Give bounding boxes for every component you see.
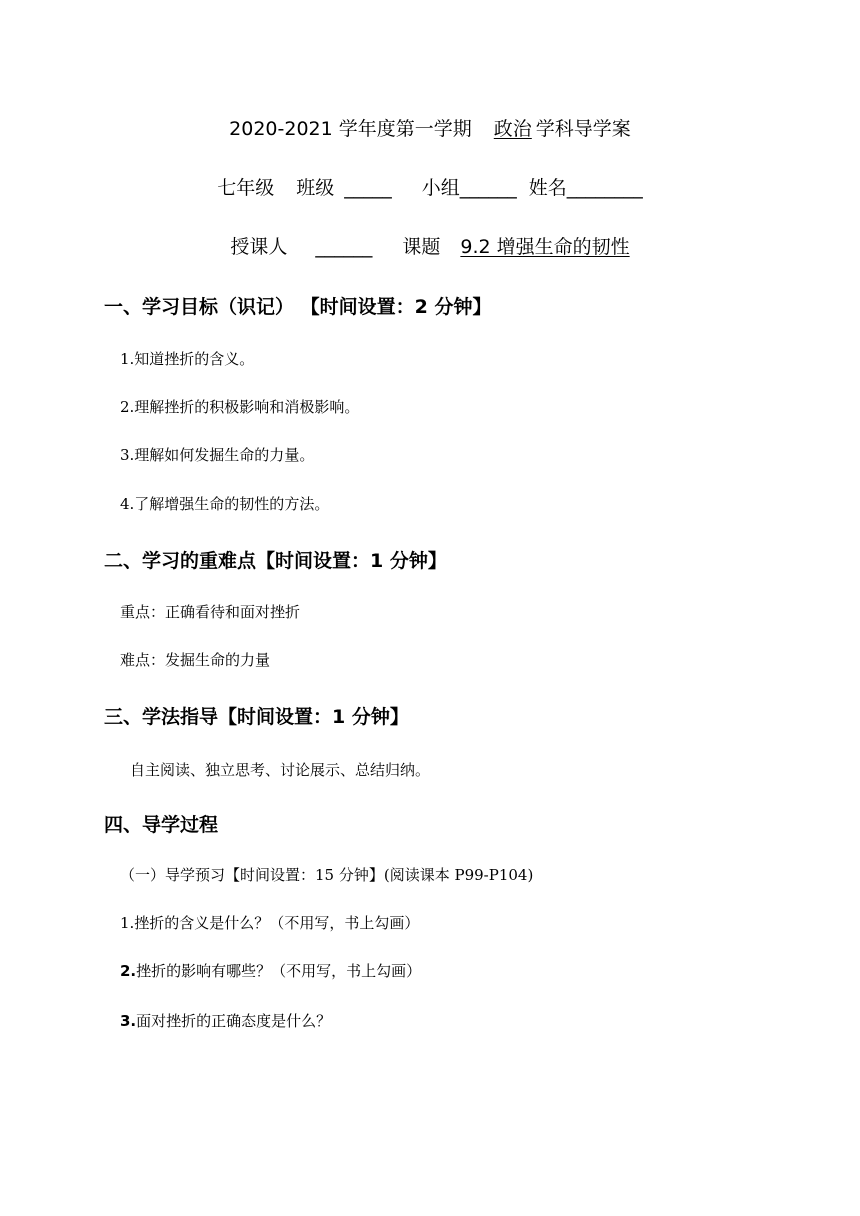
header-term: 2020-2021 学年度第一学期 [229, 118, 472, 140]
question-number: 2. [120, 962, 137, 980]
class-blank: _____ [344, 177, 392, 199]
objective-item: 1.知道挫折的含义。 [120, 350, 255, 368]
teacher-blank: ______ [315, 236, 373, 258]
section-title-process: 四、导学过程 [104, 814, 219, 836]
difficult-point-item: 难点：发掘生命的力量 [120, 651, 271, 669]
question-item: 1.挫折的含义是什么？（不用写，书上勾画） [120, 914, 420, 932]
section-title-key-points: 二、学习的重难点【时间设置：1 分钟】 [104, 550, 447, 572]
group-field: 小组______ [421, 177, 517, 199]
header-title-line [0, 114, 860, 141]
header-doc-type: 学科导学案 [535, 118, 631, 140]
topic-label: 课题 [402, 236, 441, 258]
question-text: 面对挫折的正确态度是什么？ [136, 1012, 332, 1030]
objective-item: 2.理解挫折的积极影响和消极影响。 [120, 398, 360, 416]
class-label: 班级 [296, 177, 335, 199]
question-text: 挫折的影响有哪些？（不用写，书上勾画） [136, 962, 422, 980]
question-number: 3. [120, 1012, 137, 1030]
question-item [120, 1010, 331, 1031]
section-title-method: 三、学法指导【时间设置：1 分钟】 [104, 706, 409, 728]
lesson-topic: 9.2 增强生命的韧性 [460, 236, 630, 258]
key-point-item: 重点：正确看待和面对挫折 [120, 603, 301, 621]
teacher-label: 授课人 [230, 236, 288, 258]
name-field: 姓名________ [528, 177, 643, 199]
section-title-objectives: 一、学习目标（识记） 【时间设置：2 分钟】 [104, 296, 492, 318]
method-item: 自主阅读、独立思考、讨论展示、总结归纳。 [130, 761, 431, 779]
preview-subtitle: （一）导学预习【时间设置：15 分钟】(阅读课本 P99-P104) [120, 866, 534, 884]
question-item [120, 960, 421, 981]
objective-item: 4.了解增强生命的韧性的方法。 [120, 495, 330, 513]
grade-label: 七年级 [217, 177, 275, 199]
objective-item: 3.理解如何发掘生命的力量。 [120, 446, 315, 464]
header-lesson-line [0, 232, 860, 259]
header-student-info-line [0, 173, 860, 200]
header-subject: 政治 [493, 118, 532, 140]
